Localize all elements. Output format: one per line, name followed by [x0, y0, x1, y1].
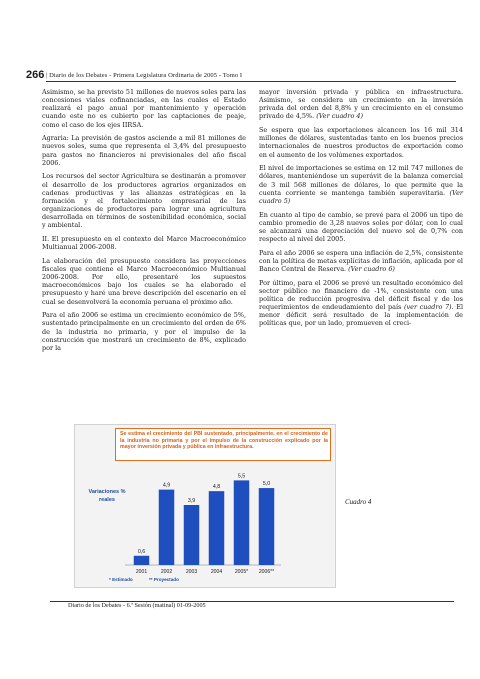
- table-reference: (ver cuadro 7).: [403, 303, 454, 312]
- paragraph-text: Para el año 2006 se espera una inflación de 2,5%, consistente con la política de metas explícitas de inflación, aplicada por el Banco Central de Reserva.: [259, 248, 463, 273]
- bar: [184, 505, 200, 565]
- bar: [134, 556, 150, 565]
- chart-title: Se estima el crecimiento del PBI sustentado, principalmente, en el crecimiento de la industria no primaria y por el impulso de la construcción explicado por la mayor inversión privada y pública en infraestructura.: [120, 431, 328, 451]
- legend-estimado: * Estimado: [109, 577, 133, 582]
- x-tick-label: 2002: [160, 569, 173, 575]
- data-label: 5,0: [262, 481, 271, 488]
- paragraph-text: El menor déficit será resultado de la implementación de políticas que, por un lado, promueven el creci-: [259, 303, 464, 328]
- bar: [259, 488, 275, 565]
- data-label: 5,5: [237, 473, 246, 480]
- bar: [234, 480, 250, 565]
- cuadro-label: Cuadro 4: [345, 498, 372, 506]
- right-column: [259, 88, 463, 333]
- data-label: 4,9: [162, 482, 171, 489]
- paragraph-text: Por último, para el 2006 se prevé un resultado económico del sector público no financiero de -1%, consistente con una política de reducción progresiva del déficit fiscal y de los requerimientos de endeudamiento del país: [259, 278, 463, 312]
- paragraph-text: El nivel de importaciones se estima en 12 mil 747 millones de dólares, manteniéndose un superávit de la balanza comercial de 3 mil 568 millones de dólares, lo que permite que la cuenta corriente se mantenga también superavitaria.: [259, 164, 463, 197]
- paragraph: [259, 249, 463, 273]
- gdp-chart: [74, 424, 336, 588]
- bar: [209, 491, 225, 565]
- x-tick-label: 2001: [135, 569, 148, 575]
- bar: [159, 490, 175, 565]
- x-tick-label: 2005*: [234, 569, 249, 575]
- x-tick-label: 2006**: [258, 569, 275, 575]
- data-label: 0,6: [137, 548, 146, 555]
- paragraph: La elaboración del presupuesto considera las proyecciones fiscales que contiene el Marco Macroeconómico Multianual 2006-2008. Por ello, presentaré los supuestos macroeconómicos bajo los cuales se ha elaborado el presupuesto y haré una breve descripción del escenario en el cual se desenvolverá la economía peruana el próximo año.: [42, 256, 246, 306]
- paragraph: Para el año 2006 se estima un crecimiento económico de 5%, sustentado principalmente en un crecimiento del orden de 6% de la industria no primaria, y por el impulso de la construcción que mostrará un crecimiento de 8%, explicado por la: [42, 311, 246, 352]
- page-header: [26, 69, 454, 84]
- paragraph: En cuanto al tipo de cambio, se prevé para el 2006 un tipo de cambio promedio de 3,28 nuevos soles por dólar, con lo cual se alcanzará una depreciación del nuevo sol de 0,7% con respecto al nivel del 2005.: [259, 210, 463, 243]
- left-column: [42, 88, 246, 358]
- table-reference: (Ver cuadro 4): [316, 112, 364, 121]
- paragraph-text: mayor inversión privada y pública en infraestructura. Asimismo, se considera un crecimiento en la inversión privada del orden del 8,8% y un crecimiento en el consumo privado de 4,5%.: [259, 88, 463, 121]
- paragraph: Asimismo, se ha previsto 51 millones de nuevos soles para las concesiones viales cofinanciadas, en las cuales el Estado realizará el pago anual por mantenimiento y operación cuando este no es cubierto por las captaciones de peaje, como el caso de los ejes IIRSA.: [42, 88, 246, 129]
- x-tick-label: 2004: [210, 569, 223, 575]
- page-number: 266: [26, 69, 45, 81]
- paragraph: Los recursos del sector Agricultura se destinarán a promover el desarrollo de los productores agrarios organizados en cadenas productivas y las alianzas estratégicas en la formación y el fortalecimiento empresarial de las organizaciones de productores para lograr una agricultura desarrollada en términos de sostenibilidad económica, social y ambiental.: [42, 172, 246, 230]
- header-rule: [46, 81, 456, 82]
- section-heading: II. El presupuesto en el contexto del Marco Macroeconómico Multianual 2006-2008.: [42, 235, 246, 252]
- data-label: 3,9: [187, 498, 196, 504]
- running-title: | Diario de los Debates - Primera Legislatura Ordinaria de 2005 - Tomo I: [46, 72, 243, 79]
- page-footer: [50, 601, 454, 611]
- paragraph: [259, 164, 463, 205]
- table-reference: (Ver cuadro 5): [259, 188, 464, 205]
- paragraph: Se espera que las exportaciones alcancen los 16 mil 314 millones de dólares, sustentadas tanto en los buenos precios internacionales de nuestros productos de exportación como en el aumento de los volúmenes exportados.: [259, 126, 463, 159]
- y-axis-label: Variaciones % reales: [88, 489, 126, 503]
- paragraph: [259, 88, 463, 121]
- footer-text: Diario de los Debates - 6.ª Sesión (matinal) 01-09-2005: [68, 602, 206, 609]
- chart-caption-box: [115, 428, 331, 461]
- x-tick-label: 2003: [185, 569, 198, 575]
- legend-proyectado: ** Proyectado: [149, 577, 179, 582]
- paragraph: [259, 279, 463, 328]
- table-reference: (Ver cuadro 6): [348, 264, 395, 273]
- data-label: 4,8: [212, 484, 221, 491]
- paragraph: Agraria: La previsión de gastos asciende a mil 81 millones de nuevos soles, suma que representa el 3,4% del presupuesto para gastos no financieros ni previsionales del año fiscal 2006.: [42, 134, 246, 167]
